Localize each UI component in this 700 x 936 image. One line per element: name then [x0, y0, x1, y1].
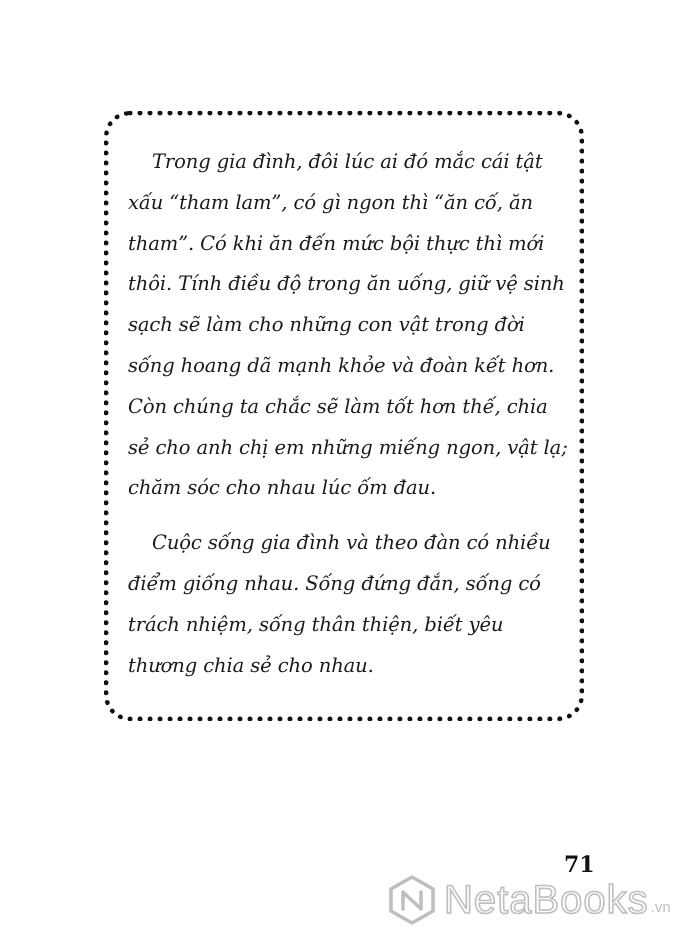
netabooks-logo-icon	[386, 874, 438, 926]
page-number: 71	[564, 852, 595, 878]
watermark	[386, 870, 700, 930]
paragraph-2: Cuộc sống gia đình và theo đàn có nhiều điểm giống nhau. Sống đứng đắn, sống có trách nhiệm, sống thân thiện, biết yêu thương chia sẻ cho nhau.	[128, 531, 551, 677]
watermark-suffix: .vn	[650, 899, 671, 916]
paragraph-1: Trong gia đình, đôi lúc ai đó mắc cái tật xấu “tham lam”, có gì ngon thì “ăn cố, ăn tham”. Có khi ăn đến mức bội thực thì mới thôi. Tính điều độ trong ăn uống, giữ vệ sinh sạch sẽ làm cho những con vật trong đời sống hoang dã mạnh khỏe và đoàn kết hơn. Còn chúng ta chắc sẽ làm tốt hơn thế, chia sẻ cho anh chị em những miếng ngon, vật lạ; chăm sóc cho nhau lúc ốm đau.	[128, 150, 568, 500]
watermark-brand: NetaBooks	[444, 877, 649, 922]
boxed-text	[128, 142, 568, 686]
